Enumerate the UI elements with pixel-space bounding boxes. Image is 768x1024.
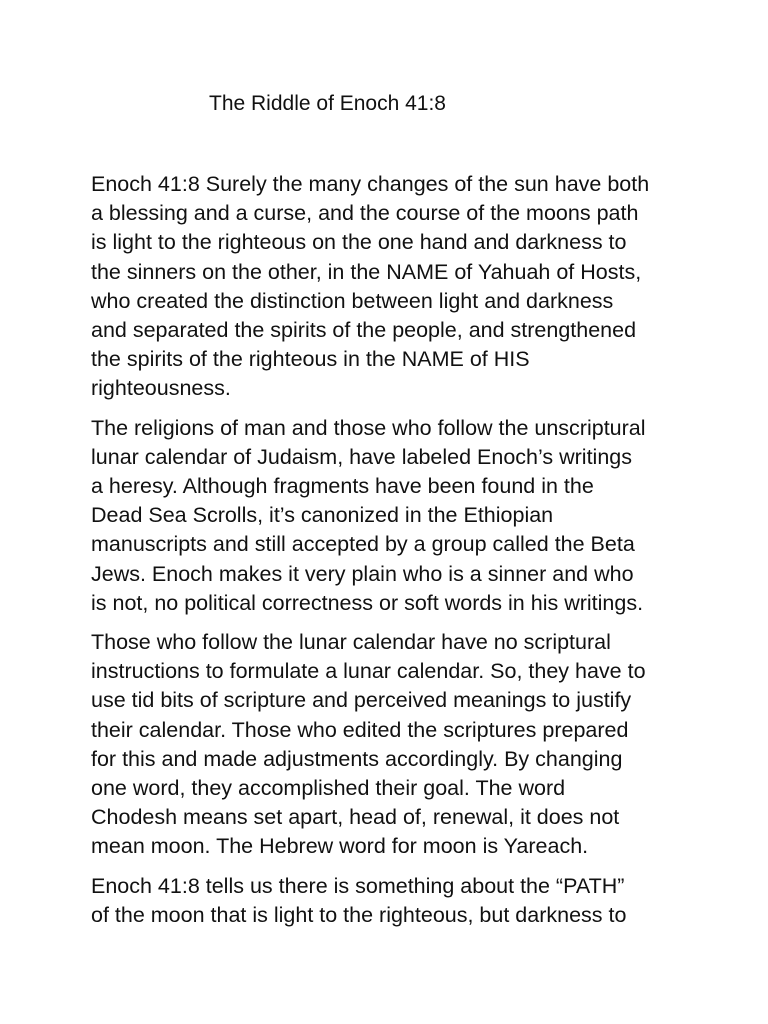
text-line: the spirits of the righteous in the NAME of HIS [91,347,530,372]
text-line: is light to the righteous on the one hand and darkness to [91,230,627,255]
text-line: is not, no political correctness or soft words in his writings. [91,590,644,615]
text-line: Those who follow the lunar calendar have no scriptural [91,630,611,655]
text-line: use tid bits of scripture and perceived meanings to justify [91,688,632,713]
paragraph-religions [91,414,711,618]
text-line: righteousness. [91,376,231,401]
text-line: a heresy. Although fragments have been found in the [91,474,594,499]
text-line: mean moon. The Hebrew word for moon is Yareach. [91,834,589,859]
document-body [91,170,711,940]
text-line: Dead Sea Scrolls, it’s canonized in the Ethiopian [91,503,554,528]
text-line: a blessing and a curse, and the course of the moons path [91,201,639,226]
text-line: for this and made adjustments accordingly. By changing [91,746,623,771]
text-line: Jews. Enoch makes it very plain who is a sinner and who [91,561,634,586]
paragraph-moon-path [91,872,711,930]
paragraph-lunar-calendar [91,628,711,862]
text-line: who created the distinction between light and darkness [91,288,614,313]
text-line: Enoch 41:8 tells us there is something about the “PATH” [91,873,625,898]
text-line: one word, they accomplished their goal. The word [91,776,566,801]
text-line: Chodesh means set apart, head of, renewal, it does not [91,805,620,830]
document-title: The Riddle of Enoch 41:8 [209,92,446,115]
text-line: the sinners on the other, in the NAME of Yahuah of Hosts, [91,259,642,284]
paragraph-scripture-quote [91,170,711,404]
text-line: of the moon that is light to the righteous, but darkness to [91,902,627,927]
text-line: their calendar. Those who edited the scriptures prepared [91,717,629,742]
text-line: and separated the spirits of the people, and strengthened [91,318,637,343]
text-line: lunar calendar of Judaism, have labeled Enoch’s writings [91,444,632,469]
text-line: instructions to formulate a lunar calendar. So, they have to [91,659,646,684]
text-line: manuscripts and still accepted by a group called the Beta [91,532,635,557]
text-line: The religions of man and those who follow the unscriptural [91,415,646,440]
text-line: Enoch 41:8 Surely the many changes of the sun have both [91,172,650,196]
